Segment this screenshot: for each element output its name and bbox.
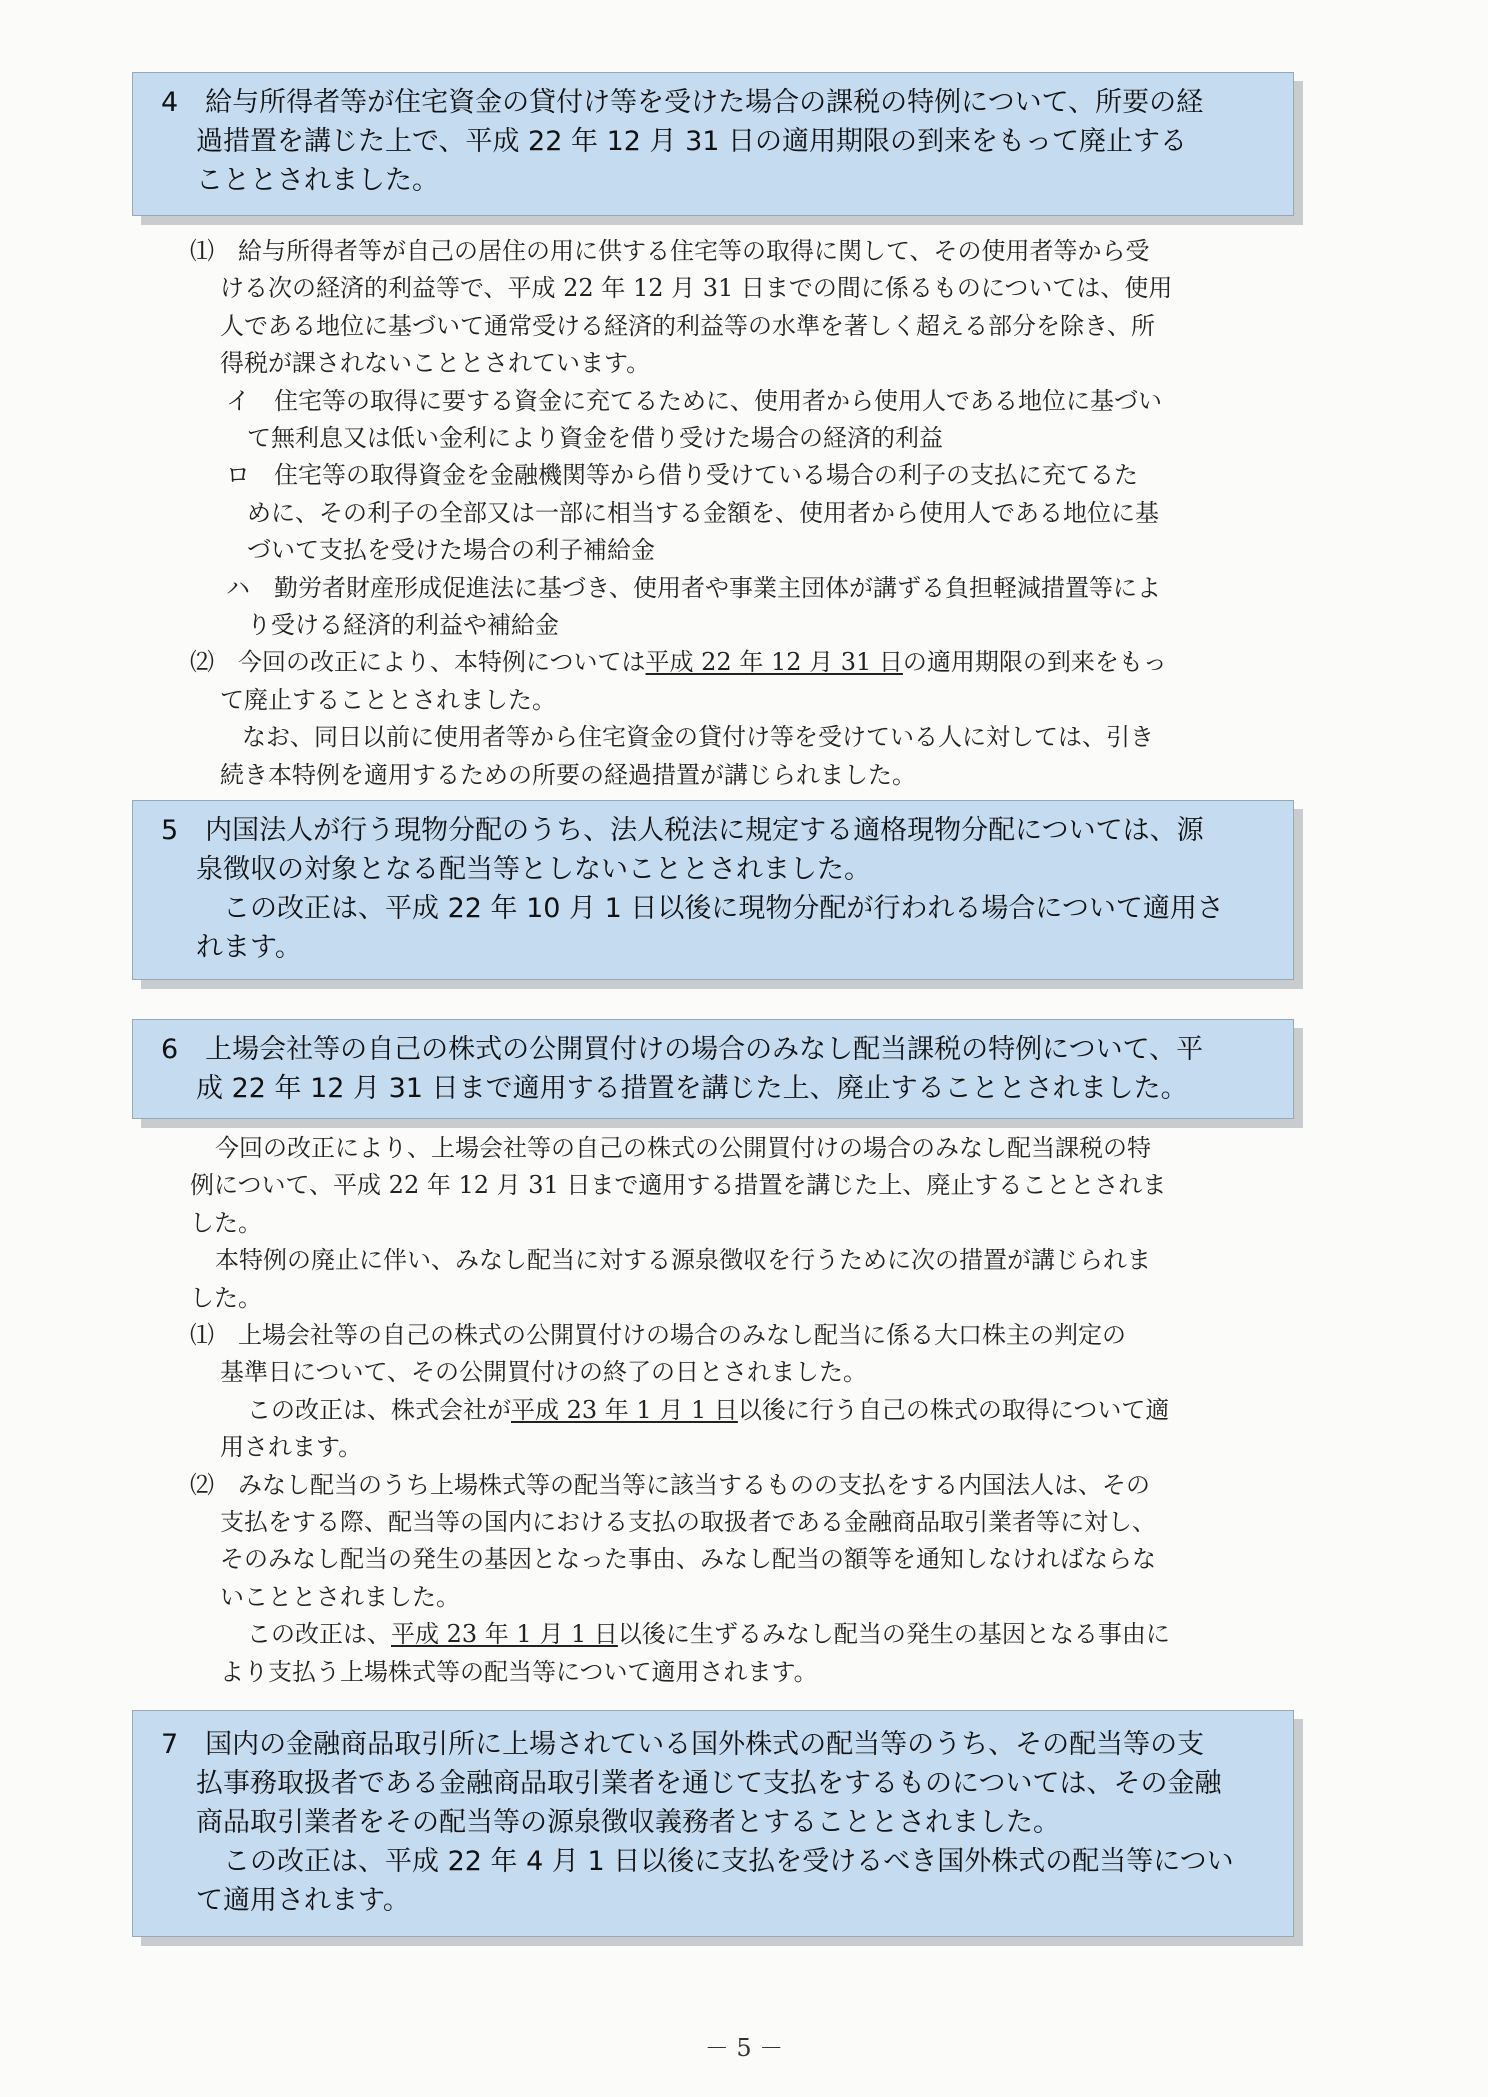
heading-line: 5 内国法人が行う現物分配のうち、法人税法に規定する適格現物分配については、源 [161, 815, 1204, 846]
list-item-2: そのみなし配当の発生の基因となった事由、みなし配当の額等を通知しなければならな [220, 1545, 1156, 1574]
heading-line: 7 国内の金融商品取引所に上場されている国外株式の配当等のうち、その配当等の支 [161, 1729, 1205, 1760]
heading-line: こととされました。 [196, 165, 439, 196]
paragraph-line: 今回の改正により、上場会社等の自己の株式の公開買付けの場合のみなし配当課税の特 [215, 1134, 1151, 1162]
heading-line: この改正は、平成 22 年 4 月 1 日以後に支払を受けるべき国外株式の配当等につい [223, 1846, 1234, 1877]
underlined-date: 平成 23 年 1 月 1 日 [511, 1395, 738, 1424]
heading-line: 泉徴収の対象となる配当等としないこととされました。 [196, 854, 871, 885]
section-5-header-box [132, 800, 1294, 980]
heading-line: この改正は、平成 22 年 10 月 1 日以後に現物分配が行われる場合について適用さ [223, 893, 1224, 924]
paragraph-line: した。 [190, 1208, 262, 1237]
paragraph-line: 得税が課されないこととされています。 [220, 349, 651, 378]
heading-line: 成 22 年 12 月 31 日まで適用する措置を講じた上、廃止することとされました。 [196, 1073, 1188, 1104]
list-item-1: 基準日について、その公開買付けの終了の日とされました。 [220, 1358, 868, 1387]
list-item-2: いこととされました。 [220, 1582, 460, 1611]
heading-line: 4 給与所得者等が住宅資金の貸付け等を受けた場合の課税の特例について、所要の経 [161, 87, 1204, 118]
paragraph-line: 本特例の廃止に伴い、みなし配当に対する源泉徴収を行うために次の措置が講じられま [215, 1246, 1151, 1275]
paragraph-line: した。 [190, 1283, 262, 1312]
paragraph-line: て廃止することとされました。 [220, 685, 556, 714]
list-item-i: て無利息又は低い金利により資金を借り受けた場合の経済的利益 [247, 424, 943, 453]
note-line: より支払う上場株式等の配当等について適用されます。 [220, 1657, 818, 1686]
underlined-date: 平成 23 年 1 月 1 日 [391, 1620, 618, 1649]
text: この改正は、株式会社が [247, 1395, 511, 1424]
list-item-ro: ロ 住宅等の取得資金を金融機関等から借り受けている場合の利子の支払に充てるた [226, 461, 1138, 490]
paragraph-line: 続き本特例を適用するための所要の経過措置が講じられました。 [220, 760, 916, 789]
heading-line: 過措置を講じた上で、平成 22 年 12 月 31 日の適用期限の到来をもって廃止する [196, 126, 1188, 157]
underlined-date: 平成 22 年 12 月 31 日 [645, 648, 903, 677]
list-item-ro: づいて支払を受けた場合の利子補給金 [247, 536, 655, 565]
heading-line: 払事務取扱者である金融商品取引業者を通じて支払をするものについては、その金融 [196, 1768, 1222, 1799]
list-item-ro: めに、その利子の全部又は一部に相当する金額を、使用者から使用人である地位に基 [247, 498, 1159, 527]
heading-line: 6 上場会社等の自己の株式の公開買付けの場合のみなし配当課税の特例について、平 [161, 1034, 1204, 1065]
text: この改正は、 [247, 1620, 391, 1649]
section-4-body [190, 233, 1172, 794]
note-line [190, 1392, 1170, 1429]
text: 以後に行う自己の株式の取得について適 [737, 1395, 1170, 1424]
list-item-1: ⑴ 上場会社等の自己の株式の公開買付けの場合のみなし配当に係る大口株主の判定の [190, 1321, 1126, 1350]
section-6-body [190, 1130, 1170, 1691]
heading-line: 商品取引業者をその配当等の源泉徴収義務者とすることとされました。 [196, 1807, 1060, 1838]
list-item-2: 支払をする際、配当等の国内における支払の取扱者である金融商品取引業者等に対し、 [220, 1508, 1156, 1537]
paragraph-line: ける次の経済的利益等で、平成 22 年 12 月 31 日までの間に係るものについては、使用 [220, 274, 1173, 303]
paragraph-line: ⑴ 給与所得者等が自己の居住の用に供する住宅等の取得に関して、その使用者等から受 [190, 237, 1150, 265]
heading-line: れます。 [196, 932, 302, 963]
section-4-header-box [132, 72, 1294, 216]
paragraph-line: 人である地位に基づいて通常受ける経済的利益等の水準を著しく超える部分を除き、所 [220, 311, 1156, 340]
text: の適用期限の到来をもっ [902, 648, 1167, 677]
section-7-header-box [132, 1710, 1294, 1937]
text: 以後に生ずるみなし配当の発生の基因となる事由に [617, 1620, 1170, 1649]
list-item-ha: り受ける経済的利益や補給金 [247, 611, 559, 640]
section-6-header-box [132, 1019, 1294, 1119]
heading-line: て適用されます。 [196, 1885, 410, 1916]
note-line [190, 1616, 1170, 1653]
paragraph-line: 例について、平成 22 年 12 月 31 日まで適用する措置を講じた上、廃止することとされま [190, 1171, 1167, 1200]
list-item-ha: ハ 勤労者財産形成促進法に基づき、使用者や事業主団体が講ずる負担軽減措置等によ [226, 573, 1162, 602]
paragraph-line [190, 644, 1172, 681]
note-line: 用されます。 [220, 1433, 363, 1462]
page-number: － 5 － [704, 2034, 784, 2062]
paragraph-line: なお、同日以前に使用者等から住宅資金の貸付け等を受けている人に対しては、引き [242, 723, 1154, 752]
list-item-2: ⑵ みなし配当のうち上場株式等の配当等に該当するものの支払をする内国法人は、その [190, 1470, 1150, 1499]
list-item-i: イ 住宅等の取得に要する資金に充てるために、使用者から使用人である地位に基づい [226, 386, 1162, 415]
text: ⑵ 今回の改正により、本特例については [190, 648, 646, 677]
